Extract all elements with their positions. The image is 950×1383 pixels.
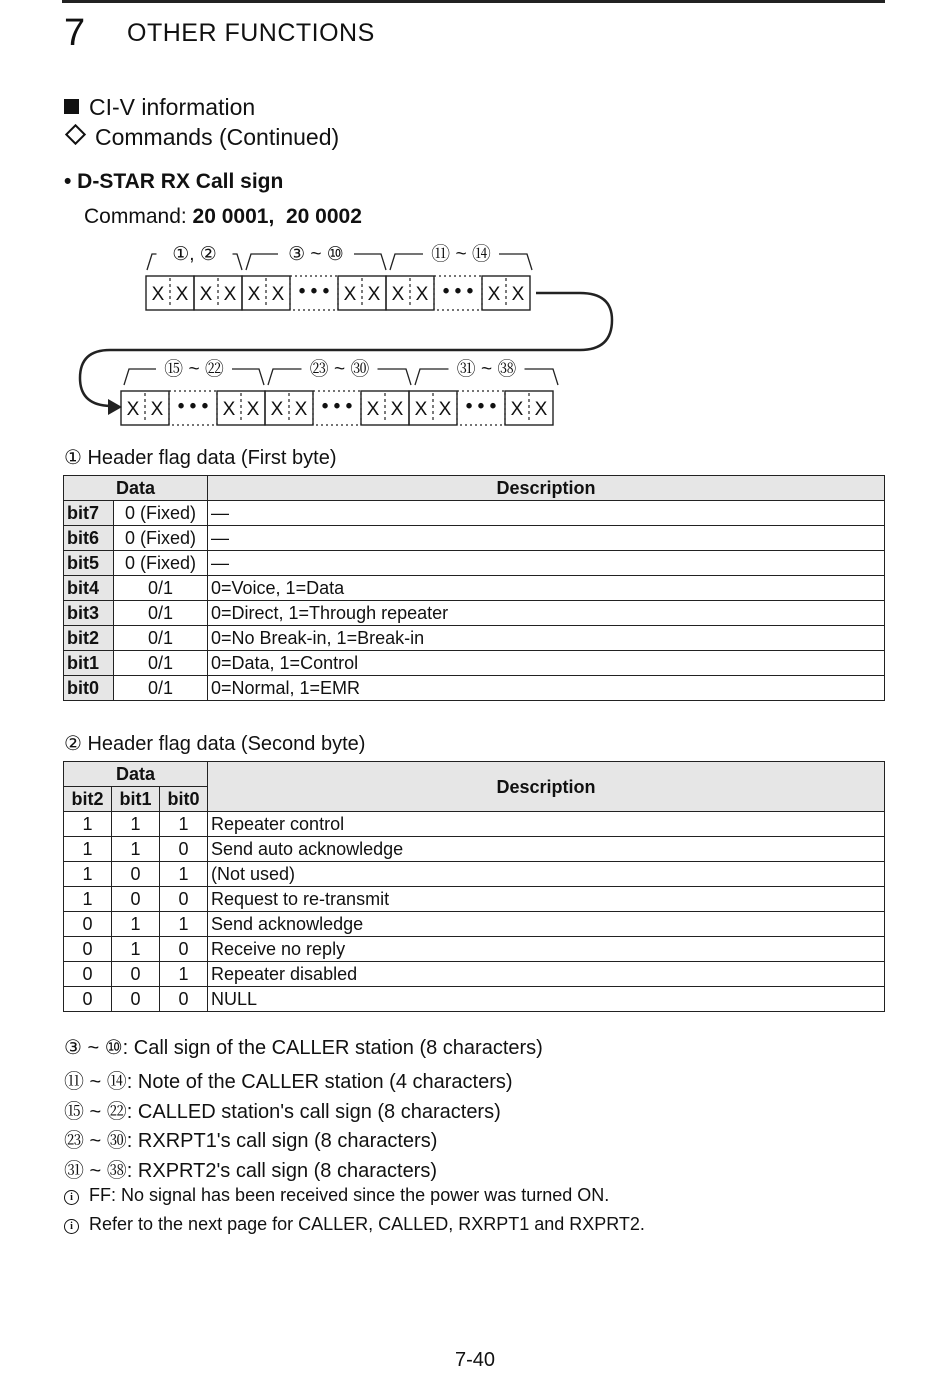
bit-label: bit5 — [64, 551, 114, 576]
bit-value: 0/1 — [114, 626, 208, 651]
table-row — [64, 626, 885, 651]
group-caller-note-label: ⑪ ~ ⑭ — [431, 244, 491, 265]
cell-char: X — [199, 284, 213, 305]
bit1-value: 0 — [112, 987, 160, 1012]
section-subtitle — [64, 124, 339, 151]
table-row — [64, 601, 885, 626]
group-called-callsign-label: ⑮ ~ ㉒ — [164, 359, 224, 380]
cell-char: X — [270, 399, 284, 420]
bit0-value: 0 — [160, 837, 208, 862]
diagram-content — [80, 243, 612, 425]
table2-subheader-bit0: bit0 — [160, 787, 208, 812]
data-format-diagram — [0, 230, 950, 430]
bit-label: bit7 — [64, 501, 114, 526]
bit-description: 0=No Break-in, 1=Break-in — [208, 626, 885, 651]
command-line — [84, 205, 362, 229]
flag-description: Send auto acknowledge — [208, 837, 885, 862]
group-rxrpt1-callsign-label: ㉓ ~ ㉚ — [309, 359, 370, 380]
bit2-value: 0 — [64, 962, 112, 987]
cell-char: X — [222, 399, 236, 420]
cell-char: X — [390, 399, 404, 420]
table2-header-data: Data — [64, 762, 208, 787]
section-title — [64, 94, 255, 121]
bit0-value: 1 — [160, 862, 208, 887]
group-header-flags-bracket-left — [147, 254, 157, 270]
bit-description: 0=Normal, 1=EMR — [208, 676, 885, 701]
cell-char: X — [126, 399, 140, 420]
bit-description: — — [208, 501, 885, 526]
cell-char: X — [511, 284, 525, 305]
flag-description: (Not used) — [208, 862, 885, 887]
note-ff-signal-text: FF: No signal has been received since the power was turned ON. — [89, 1185, 610, 1205]
footnote-caller-callsign: ③ ~ ⑩: Call sign of the CALLER station (8 characters) — [64, 1037, 543, 1059]
footnote-rxprt2-callsign: ㉛ ~ ㊳: RXPRT2's call sign (8 characters) — [64, 1160, 438, 1182]
diamond-icon — [65, 124, 86, 145]
cell-char: X — [223, 284, 237, 305]
bit0-value: 0 — [160, 937, 208, 962]
cell-char: X — [271, 284, 285, 305]
table-row — [64, 676, 885, 701]
table-row — [64, 576, 885, 601]
table-row — [64, 887, 885, 912]
bit2-value: 1 — [64, 837, 112, 862]
bit-value: 0 (Fixed) — [114, 551, 208, 576]
bit-label: bit0 — [64, 676, 114, 701]
bit2-value: 1 — [64, 812, 112, 837]
group-caller-callsign-bracket-left — [246, 254, 278, 270]
group-header-flags-label: ①, ② — [172, 244, 217, 265]
group-rxprt2-callsign-bracket-right — [525, 369, 559, 385]
table-row — [64, 912, 885, 937]
table2-header-description: Description — [208, 762, 885, 812]
bit1-value: 0 — [112, 862, 160, 887]
cell-char: X — [438, 399, 452, 420]
header-flag-second-byte-table — [63, 761, 885, 1012]
cell-char: X — [415, 284, 429, 305]
bit-value: 0/1 — [114, 601, 208, 626]
cell-char: X — [294, 399, 308, 420]
continuation-arrow-head — [108, 399, 122, 415]
cell-char: X — [487, 284, 501, 305]
table-row — [64, 501, 885, 526]
bit-value: 0/1 — [114, 651, 208, 676]
table1-caption: ① Header flag data (First byte) — [64, 447, 337, 469]
cell-char: X — [414, 399, 428, 420]
ellipsis-text: • • • — [442, 281, 474, 302]
group-rxprt2-callsign-bracket-left — [415, 369, 449, 385]
info-icon: i — [64, 1219, 79, 1234]
bit-description: 0=Data, 1=Control — [208, 651, 885, 676]
bit0-value: 0 — [160, 887, 208, 912]
flag-description: Send acknowledge — [208, 912, 885, 937]
table-row — [64, 987, 885, 1012]
table2-header-row — [64, 762, 885, 787]
cell-char: X — [151, 284, 165, 305]
group-called-callsign-bracket-left — [124, 369, 156, 385]
bit-value: 0 (Fixed) — [114, 526, 208, 551]
group-caller-callsign-label: ③ ~ ⑩ — [288, 244, 344, 265]
bit0-value: 1 — [160, 962, 208, 987]
cell-char: X — [343, 284, 357, 305]
group-caller-callsign-bracket-right — [354, 254, 386, 270]
bit-value: 0/1 — [114, 576, 208, 601]
note-next-page-text: Refer to the next page for CALLER, CALLED, RXRPT1 and RXPRT2. — [89, 1214, 645, 1234]
page-number: 7-40 — [454, 1349, 496, 1371]
header-rule — [62, 0, 885, 3]
section-subtitle-text: Commands (Continued) — [95, 124, 340, 150]
footnote-caller-note: ⑪ ~ ⑭: Note of the CALLER station (4 characters) — [64, 1071, 513, 1093]
bit2-value: 0 — [64, 912, 112, 937]
bit0-value: 1 — [160, 912, 208, 937]
table-row — [64, 937, 885, 962]
flag-description: Repeater control — [208, 812, 885, 837]
cell-char: X — [175, 284, 189, 305]
table2-subheader-bit1: bit1 — [112, 787, 160, 812]
ellipsis-text: • • • — [177, 396, 209, 417]
table-row — [64, 837, 885, 862]
cell-char: X — [247, 284, 261, 305]
table-row — [64, 812, 885, 837]
bit-label: bit3 — [64, 601, 114, 626]
table1-header-row — [64, 476, 885, 501]
bit-value: 0/1 — [114, 676, 208, 701]
cell-char: X — [391, 284, 405, 305]
ellipsis-text: • • • — [321, 396, 353, 417]
table1-header-data: Data — [64, 476, 208, 501]
table1-header-description: Description — [208, 476, 885, 501]
header-flag-first-byte-table — [63, 475, 885, 701]
group-caller-note-bracket-left — [390, 254, 423, 270]
note-ff-signal — [64, 1185, 609, 1206]
bit2-value: 0 — [64, 987, 112, 1012]
group-called-callsign-bracket-right — [232, 369, 264, 385]
chapter-title: OTHER FUNCTIONS — [127, 19, 375, 47]
table-row — [64, 551, 885, 576]
filled-square-icon — [64, 99, 79, 114]
flag-description: Repeater disabled — [208, 962, 885, 987]
table-row — [64, 526, 885, 551]
cell-char: X — [150, 399, 164, 420]
info-icon: i — [64, 1190, 79, 1205]
bit1-value: 0 — [112, 887, 160, 912]
cell-char: X — [246, 399, 260, 420]
bit-label: bit2 — [64, 626, 114, 651]
group-rxrpt1-callsign-bracket-right — [378, 369, 412, 385]
item-title: • D-STAR RX Call sign — [64, 170, 284, 193]
table-row — [64, 862, 885, 887]
note-next-page — [64, 1214, 645, 1235]
bit2-value: 0 — [64, 937, 112, 962]
bit0-value: 1 — [160, 812, 208, 837]
ellipsis-text: • • • — [298, 281, 330, 302]
command-value-1: 20 0001, — [192, 205, 275, 228]
bit-description: — — [208, 526, 885, 551]
cell-char: X — [367, 284, 381, 305]
bit-description: — — [208, 551, 885, 576]
group-rxrpt1-callsign-bracket-left — [268, 369, 302, 385]
bit1-value: 1 — [112, 912, 160, 937]
bit-value: 0 (Fixed) — [114, 501, 208, 526]
bit1-value: 1 — [112, 812, 160, 837]
bit-label: bit6 — [64, 526, 114, 551]
ellipsis-text: • • • — [465, 396, 497, 417]
command-value-2: 20 0002 — [285, 205, 362, 228]
bit1-value: 1 — [112, 937, 160, 962]
bit2-value: 1 — [64, 862, 112, 887]
section-title-text: CI-V information — [89, 94, 256, 120]
cell-char: X — [366, 399, 380, 420]
bit1-value: 1 — [112, 837, 160, 862]
cell-char: X — [534, 399, 548, 420]
group-header-flags-bracket-right — [233, 254, 243, 270]
flag-description: Request to re-transmit — [208, 887, 885, 912]
footnote-called-callsign: ⑮ ~ ㉒: CALLED station's call sign (8 characters) — [64, 1101, 501, 1123]
cell-char: X — [510, 399, 524, 420]
flag-description: Receive no reply — [208, 937, 885, 962]
table-row — [64, 651, 885, 676]
bit-label: bit1 — [64, 651, 114, 676]
bit-description: 0=Direct, 1=Through repeater — [208, 601, 885, 626]
bit2-value: 1 — [64, 887, 112, 912]
table-row — [64, 962, 885, 987]
bit0-value: 0 — [160, 987, 208, 1012]
command-label: Command: — [84, 205, 193, 228]
table2-caption: ② Header flag data (Second byte) — [64, 733, 366, 755]
bit-label: bit4 — [64, 576, 114, 601]
chapter-number: 7 — [64, 12, 86, 54]
table2-subheader-bit2: bit2 — [64, 787, 112, 812]
flag-description: NULL — [208, 987, 885, 1012]
footnote-rxrpt1-callsign: ㉓ ~ ㉚: RXRPT1's call sign (8 characters) — [64, 1130, 438, 1152]
bit-description: 0=Voice, 1=Data — [208, 576, 885, 601]
group-rxprt2-callsign-label: ㉛ ~ ㊳ — [456, 359, 517, 380]
bit1-value: 0 — [112, 962, 160, 987]
group-caller-note-bracket-right — [499, 254, 532, 270]
